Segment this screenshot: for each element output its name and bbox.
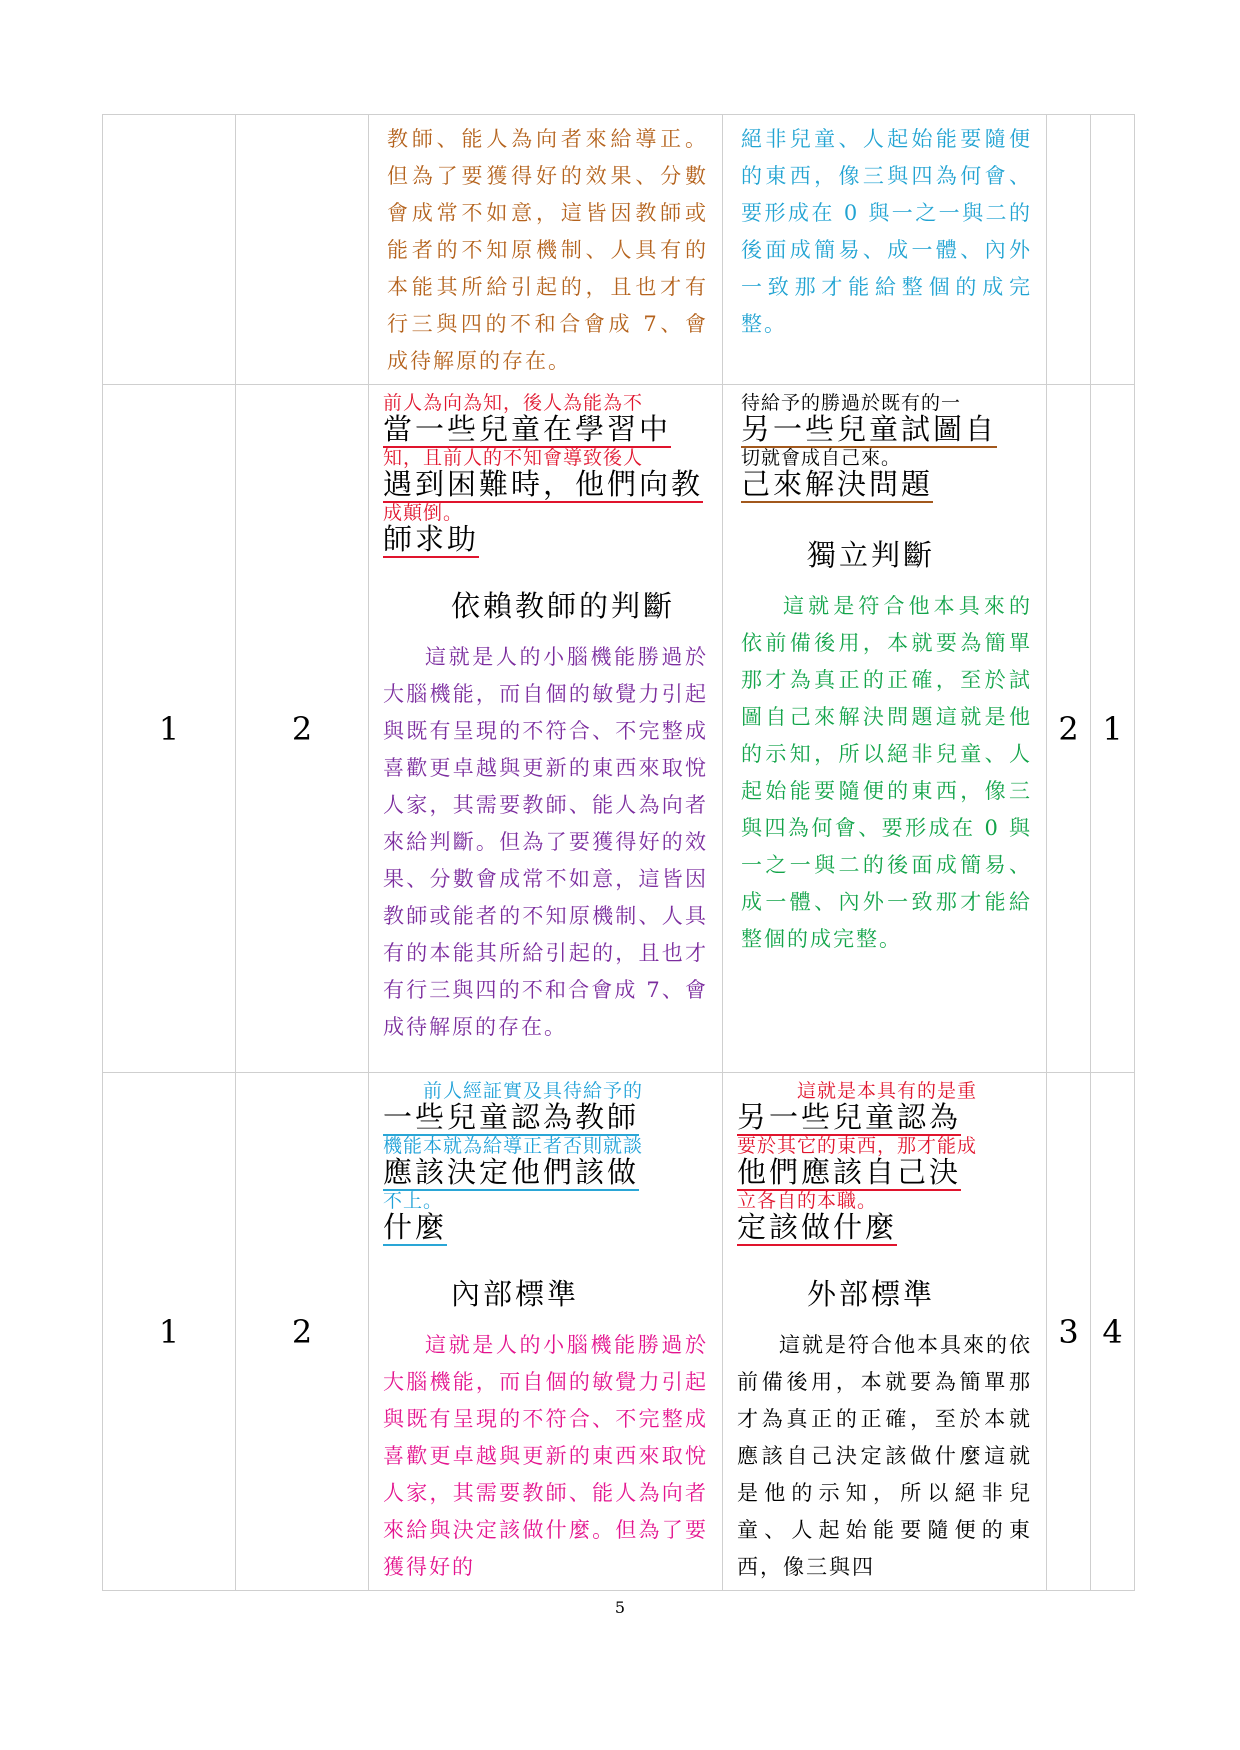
row-1-left-cell (369, 115, 723, 385)
row-2-col-5: 2 (1047, 385, 1091, 1073)
heading-annotation: 要於其它的東西，那才能成 (737, 1135, 978, 1157)
heading-annotation: 機能本就為給導正者否則就談 (383, 1135, 644, 1157)
row-2-right-cell (723, 385, 1047, 1073)
heading-line: 師求助 (383, 522, 480, 556)
heading-annotation: 立各自的本職。 (737, 1190, 878, 1212)
heading-line: 己來解決問題 (741, 467, 934, 501)
row-3-right-cell (723, 1073, 1047, 1591)
heading-line: 什麼 (383, 1210, 448, 1244)
heading-line: 定該做什麼 (737, 1210, 898, 1244)
row-3-left-subheading: 內部標準 (451, 1277, 580, 1311)
heading-annotation: 知，且前人的不知會導致後人 (383, 447, 644, 469)
row-2-left-subheading: 依賴教師的判斷 (451, 589, 676, 623)
row-1-col-1 (103, 115, 236, 385)
heading-annotation: 前人經証實及具待給予的 (423, 1080, 644, 1102)
heading-line: 當一些兒童在學習中 (383, 412, 672, 446)
row-3-left-cell (369, 1073, 723, 1591)
page-number: 5 (614, 1598, 626, 1617)
row-2-col-6: 1 (1091, 385, 1135, 1073)
heading-line: 另一些兒童認為 (737, 1100, 962, 1134)
heading-line: 一些兒童認為教師 (383, 1100, 640, 1134)
document-table (102, 114, 1135, 1591)
row-2-left-heading (383, 393, 708, 558)
heading-annotation: 前人為向為知，後人為能為不 (383, 392, 644, 414)
heading-line: 另一些兒童試圖自 (741, 412, 998, 446)
table-row (103, 1073, 1135, 1591)
row-1-right-cell (723, 115, 1047, 385)
row-2-left-cell (369, 385, 723, 1073)
heading-annotation: 不上。 (383, 1190, 444, 1212)
heading-line: 他們應該自己決 (737, 1155, 962, 1189)
row-2-col-1: 1 (103, 385, 236, 1073)
row-2-right-subheading: 獨立判斷 (807, 538, 936, 572)
row-2-left-body: 這就是人的小腦機能勝過於大腦機能，而自個的敏覺力引起與既有呈現的不符合、不完整成喜歡更卓越與更新的東西來取悅人家，其需要教師、能人為向者來給判斷。但為了要獲得好的效果、分數會成常不如意，這皆因教師或能者的不知原機制、人具有的本能其所給引起的，且也才有行三與四的不和合會成 7、會成待解原的存在。 (383, 645, 708, 1039)
row-1-col-6 (1091, 115, 1135, 385)
heading-annotation: 成顛倒。 (383, 502, 464, 524)
row-1-right-body: 絕非兒童、人起始能要隨便的東西，像三與四為何會、要形成在 0 與一之一與二的後面成簡易、成一體、內外一致那才能給整個的成完整。 (741, 127, 1032, 336)
row-3-left-body: 這就是人的小腦機能勝過於大腦機能，而自個的敏覺力引起與既有呈現的不符合、不完整成喜歡更卓越與更新的東西來取悅人家，其需要教師、能人為向者來給與決定該做什麼。但為了要獲得好的 (383, 1333, 708, 1579)
table-row (103, 115, 1135, 385)
row-3-col-6: 4 (1091, 1073, 1135, 1591)
row-1-col-5 (1047, 115, 1091, 385)
row-2-right-body: 這就是符合他本具來的依前備後用，本就要為簡單那才為真正的正確，至於試圖自己來解決問題這就是他的示知，所以絕非兒童、人起始能要隨便的東西，像三與四為何會、要形成在 0 與一之一與二的後面成簡易、成一體、內外一致那才能給整個的成完整。 (741, 594, 1032, 951)
row-3-col-5: 3 (1047, 1073, 1091, 1591)
row-3-right-heading (737, 1081, 1032, 1246)
heading-annotation: 切就會成自己來。 (741, 447, 902, 469)
row-3-right-body: 這就是符合他本具來的依前備後用，本就要為簡單那才為真正的正確，至於本就應該自己決定該做什麼這就是他的示知，所以絕非兒童、人起始能要隨便的東西，像三與四 (737, 1333, 1032, 1579)
heading-line: 遇到困難時，他們向教 (383, 467, 704, 501)
row-3-col-1: 1 (103, 1073, 236, 1591)
row-3-right-subheading: 外部標準 (807, 1277, 936, 1311)
row-3-col-2: 2 (236, 1073, 369, 1591)
row-1-left-body: 教師、能人為向者來給導正。但為了要獲得好的效果、分數會成常不如意，這皆因教師或能者的不知原機制、人具有的本能其所給引起的，且也才有行三與四的不和合會成 7、會成待解原的存在。 (387, 127, 708, 373)
heading-line: 應該決定他們該做 (383, 1155, 640, 1189)
row-3-left-heading (383, 1081, 708, 1246)
heading-annotation: 待給予的勝過於既有的一 (741, 392, 962, 414)
row-1-col-2 (236, 115, 369, 385)
table-row (103, 385, 1135, 1073)
row-2-right-heading (741, 393, 1032, 503)
row-2-col-2: 2 (236, 385, 369, 1073)
heading-annotation: 這就是本具有的是重 (797, 1080, 978, 1102)
